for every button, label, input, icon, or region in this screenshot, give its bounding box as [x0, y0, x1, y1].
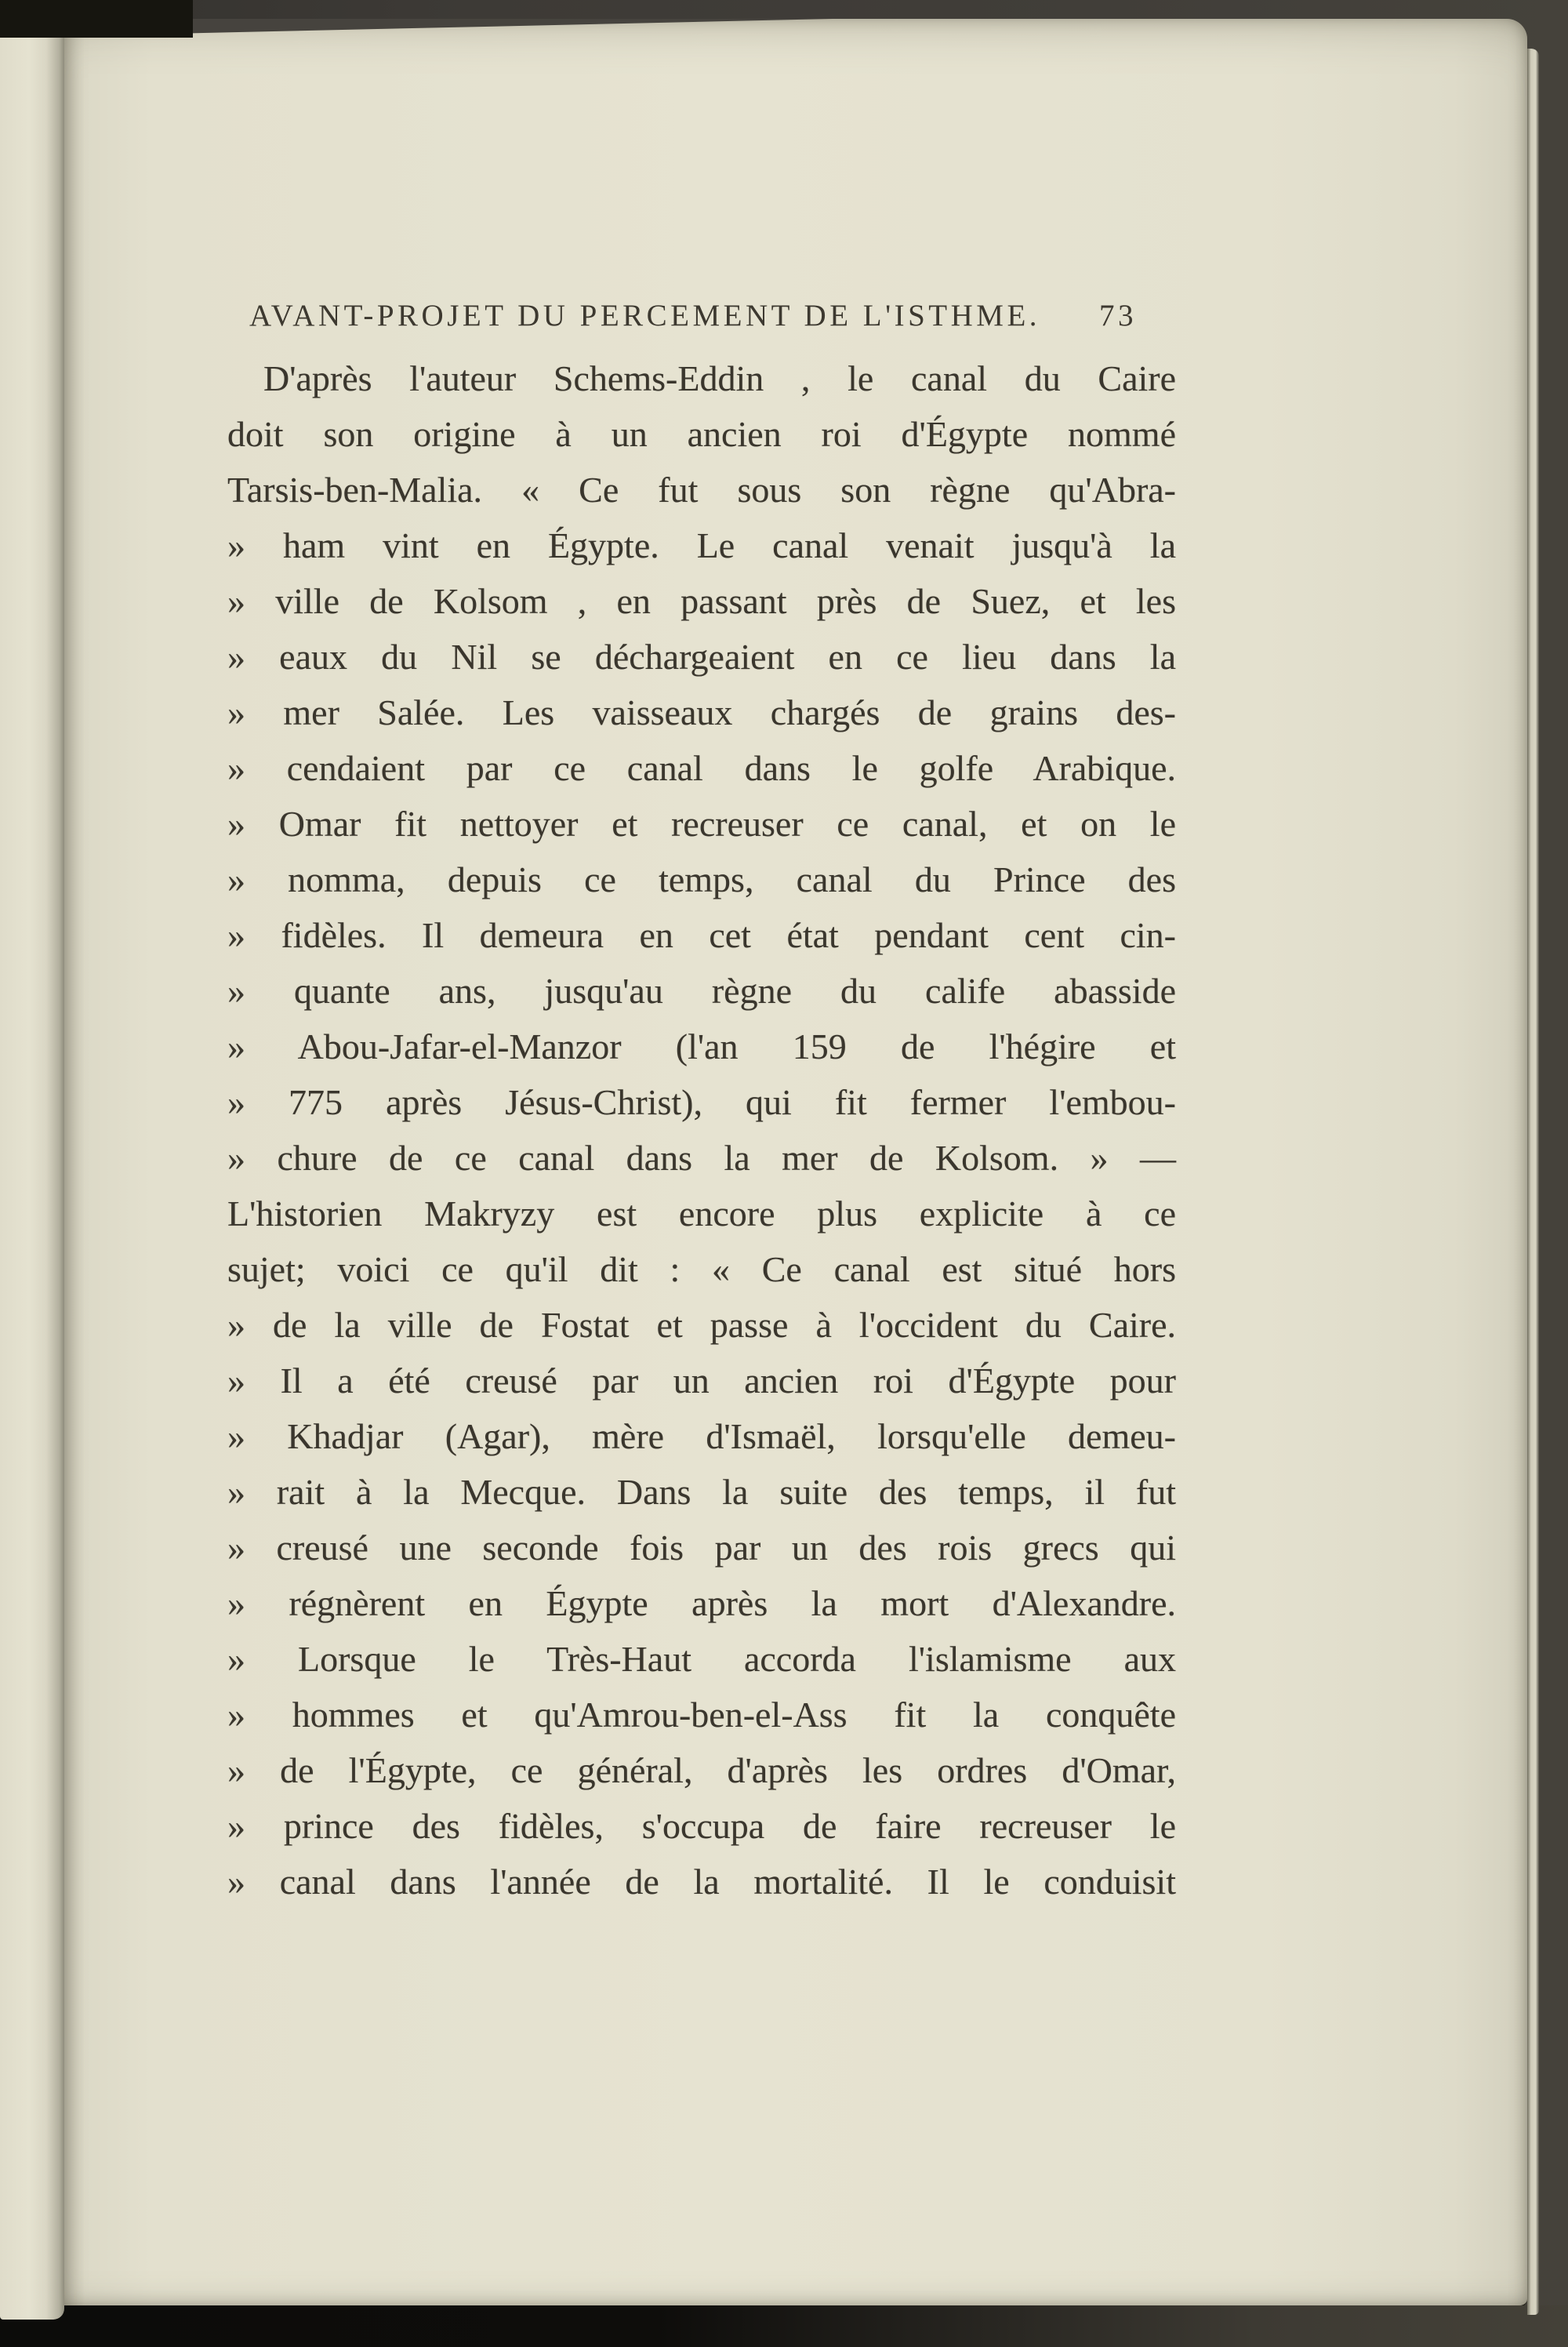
text-line: » nomma, depuis ce temps, canal du Prince des: [227, 859, 1176, 899]
text-line: » prince des fidèles, s'occupa de faire recreuser le: [227, 1806, 1176, 1846]
text-line: » quante ans, jusqu'au règne du calife abasside: [227, 971, 1176, 1011]
text-line: » cendaient par ce canal dans le golfe Arabique.: [227, 748, 1176, 788]
text-line: doit son origine à un ancien roi d'Égypte nommé: [227, 414, 1176, 454]
text-line: » ville de Kolsom , en passant près de Suez, et les: [227, 581, 1176, 621]
text-line: » hommes et qu'Amrou-ben-el-Ass fit la conquête: [227, 1695, 1176, 1735]
text-line: » canal dans l'année de la mortalité. Il le conduisit: [227, 1862, 1176, 1902]
printed-text-block: [227, 298, 1176, 1909]
running-header-title: AVANT-PROJET DU PERCEMENT DE L'ISTHME.: [249, 299, 1041, 332]
text-line: L'historien Makryzy est encore plus explicite à ce: [227, 1193, 1176, 1233]
text-line: » eaux du Nil se déchargeaient en ce lieu dans la: [227, 637, 1176, 677]
text-line: » régnèrent en Égypte après la mort d'Alexandre.: [227, 1583, 1176, 1623]
text-line: » Il a été creusé par un ancien roi d'Égypte pour: [227, 1361, 1176, 1401]
text-line: » 775 après Jésus-Christ), qui fit fermer l'embou-: [227, 1082, 1176, 1122]
text-line: » Omar fit nettoyer et recreuser ce canal, et on le: [227, 804, 1176, 844]
text-line: » chure de ce canal dans la mer de Kolsom. » —: [227, 1138, 1176, 1178]
text-line: sujet; voici ce qu'il dit : « Ce canal est situé hors: [227, 1249, 1176, 1289]
text-line: » fidèles. Il demeura en cet état pendant cent cin-: [227, 915, 1176, 955]
text-line: » Khadjar (Agar), mère d'Ismaël, lorsqu'elle demeu-: [227, 1416, 1176, 1456]
running-header: [227, 298, 1176, 333]
text-line: » de l'Égypte, ce général, d'après les ordres d'Omar,: [227, 1750, 1176, 1790]
bottom-shadow: [0, 2305, 1568, 2347]
text-line: » rait à la Mecque. Dans la suite des temps, il fut: [227, 1472, 1176, 1512]
text-line: » Lorsque le Très-Haut accorda l'islamisme aux: [227, 1639, 1176, 1679]
text-line: Tarsis-ben-Malia. « Ce fut sous son règne qu'Abra-: [227, 470, 1176, 510]
text-line: » ham vint en Égypte. Le canal venait jusqu'à la: [227, 525, 1176, 565]
text-line: » creusé une seconde fois par un des rois grecs qui: [227, 1528, 1176, 1568]
text-line: » mer Salée. Les vaisseaux chargés de grains des-: [227, 692, 1176, 732]
body-text: [227, 351, 1176, 1909]
previous-page-edge: [0, 31, 64, 2320]
gutter-shadow: [0, 0, 193, 38]
text-line: D'après l'auteur Schems-Eddin , le canal du Caire: [263, 358, 1176, 398]
text-line: » de la ville de Fostat et passe à l'occident du Caire.: [227, 1305, 1176, 1345]
text-line: » Abou-Jafar-el-Manzor (l'an 159 de l'hégire et: [227, 1026, 1176, 1066]
page-fore-edge: [1527, 49, 1539, 2315]
page-number: 73: [1099, 299, 1137, 332]
